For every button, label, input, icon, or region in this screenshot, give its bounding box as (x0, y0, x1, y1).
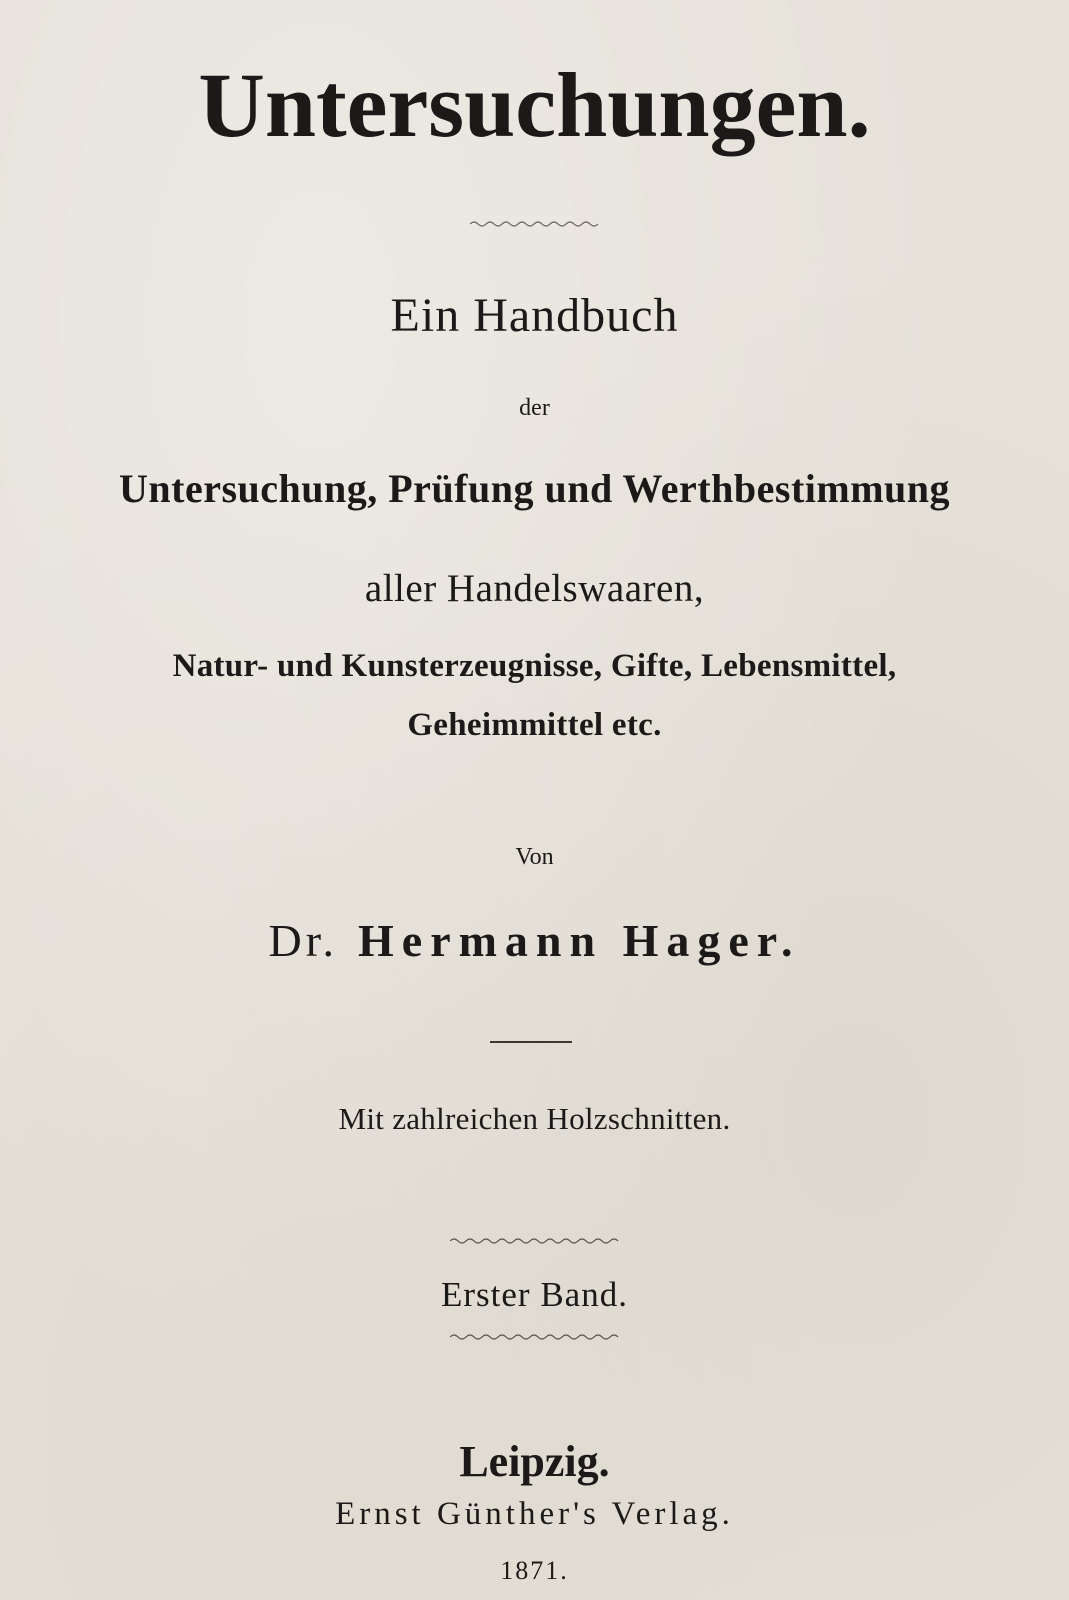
subtitle-line-3: Untersuchung, Prüfung und Werthbestimmung (118, 466, 951, 511)
divider-rule (490, 1041, 572, 1043)
subtitle-line-6: Geheimmittel etc. (407, 707, 662, 743)
publication-city: Leipzig. (459, 1437, 610, 1486)
wavy-ornament-lower (0, 1329, 1069, 1343)
author-name: Hermann Hager. (358, 915, 801, 966)
illustrations-note: Mit zahlreichen Holzschnitten. (338, 1101, 731, 1136)
subtitle-line-5: Natur- und Kunsterzeugnisse, Gifte, Lebensmittel, (172, 648, 897, 684)
subtitle-line-4: aller Handelswaaren, (364, 567, 705, 610)
wavy-ornament-top (0, 216, 1069, 230)
author-prefix: Dr. (268, 915, 338, 966)
publisher: Ernst Günther's Verlag. (335, 1496, 734, 1532)
publication-year: 1871. (500, 1556, 569, 1585)
subtitle-line-1: Ein Handbuch (390, 289, 679, 342)
subtitle-line-2: der (519, 395, 550, 421)
wavy-ornament-upper (0, 1233, 1069, 1247)
author (0, 914, 1069, 967)
by-label: Von (515, 844, 554, 870)
volume-label: Erster Band. (441, 1275, 628, 1314)
book-title: Untersuchungen. (198, 54, 871, 156)
